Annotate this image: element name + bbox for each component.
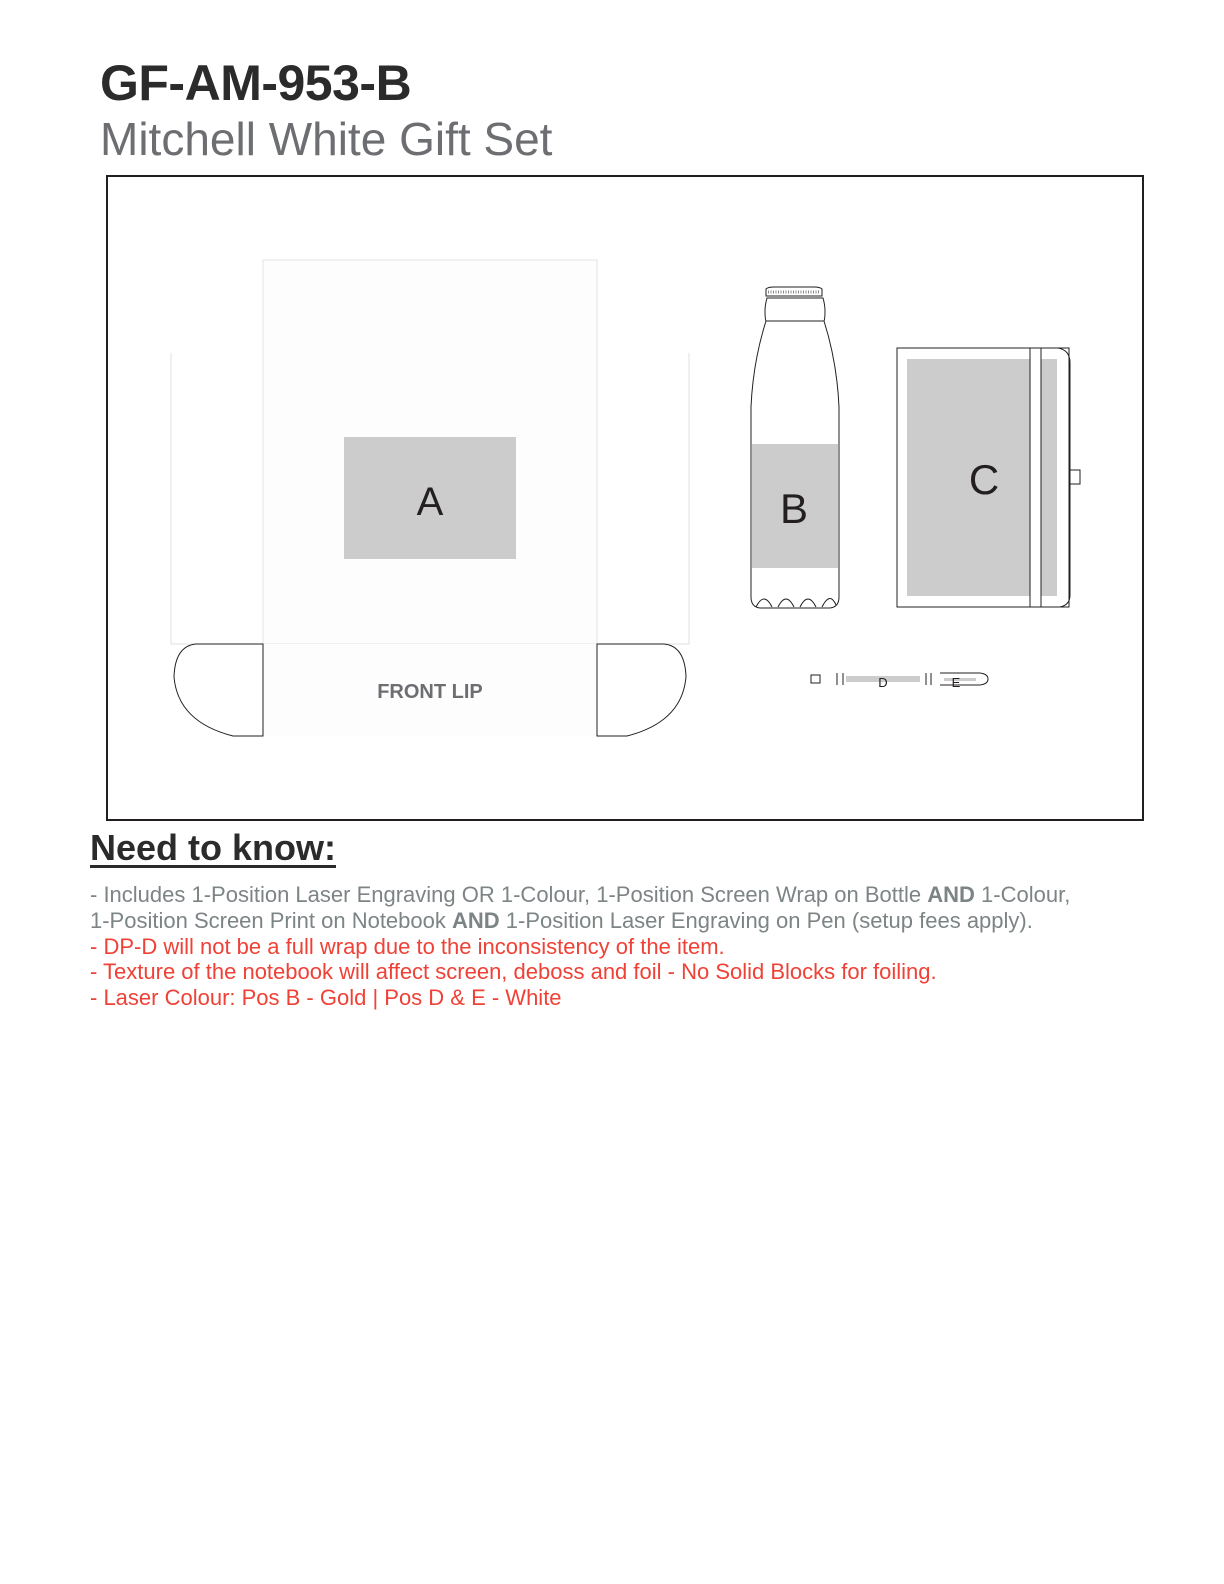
note-line-1 <box>90 882 1200 908</box>
area-c-label: C <box>968 456 1000 503</box>
notebook-pen-loop <box>1070 470 1080 484</box>
front-lip-label: FRONT LIP <box>377 681 483 703</box>
area-e-label: E <box>951 675 961 690</box>
note-line-4: - Texture of the notebook will affect screen, deboss and foil - No Solid Blocks for foiling. <box>90 959 937 985</box>
note-emphasis: AND <box>451 907 500 933</box>
notebook-drawing <box>897 348 1080 607</box>
pen-drawing <box>811 673 988 690</box>
note-line-3: - DP-D will not be a full wrap due to the inconsistency of the item. <box>90 933 725 959</box>
product-diagram-frame <box>106 175 1144 821</box>
note-line-5: - Laser Colour: Pos B - Gold | Pos D & E - White <box>90 985 562 1011</box>
product-name: Mitchell White Gift Set <box>100 113 553 165</box>
pen-tip <box>811 675 820 683</box>
area-d-label: D <box>878 675 888 690</box>
note-text: - Includes 1-Position Laser Engraving OR 1-Colour, 1-Position Screen Wrap on Bottle <box>90 882 928 907</box>
note-text: 1-Position Screen Print on Notebook <box>90 907 452 933</box>
box-right-flap <box>597 353 689 644</box>
box-right-tuck-flap <box>597 644 686 736</box>
product-diagram <box>108 177 1142 819</box>
note-line-2 <box>90 908 1200 934</box>
need-to-know-heading: Need to know: <box>90 827 337 868</box>
product-code: GF-AM-953-B <box>100 55 412 111</box>
gift-box-dieline <box>171 260 689 736</box>
note-emphasis: AND <box>927 882 975 907</box>
note-text: 1-Colour, <box>974 882 1071 907</box>
need-to-know-notes <box>90 882 1200 1011</box>
notebook-elastic-band <box>1030 348 1041 607</box>
note-text: 1-Position Laser Engraving on Pen (setup fees apply). <box>499 907 1033 933</box>
bottle-drawing <box>751 287 839 608</box>
box-left-flap <box>171 353 263 644</box>
box-left-tuck-flap <box>174 644 263 736</box>
area-a-label: A <box>416 480 444 524</box>
area-b-label: B <box>779 485 809 532</box>
